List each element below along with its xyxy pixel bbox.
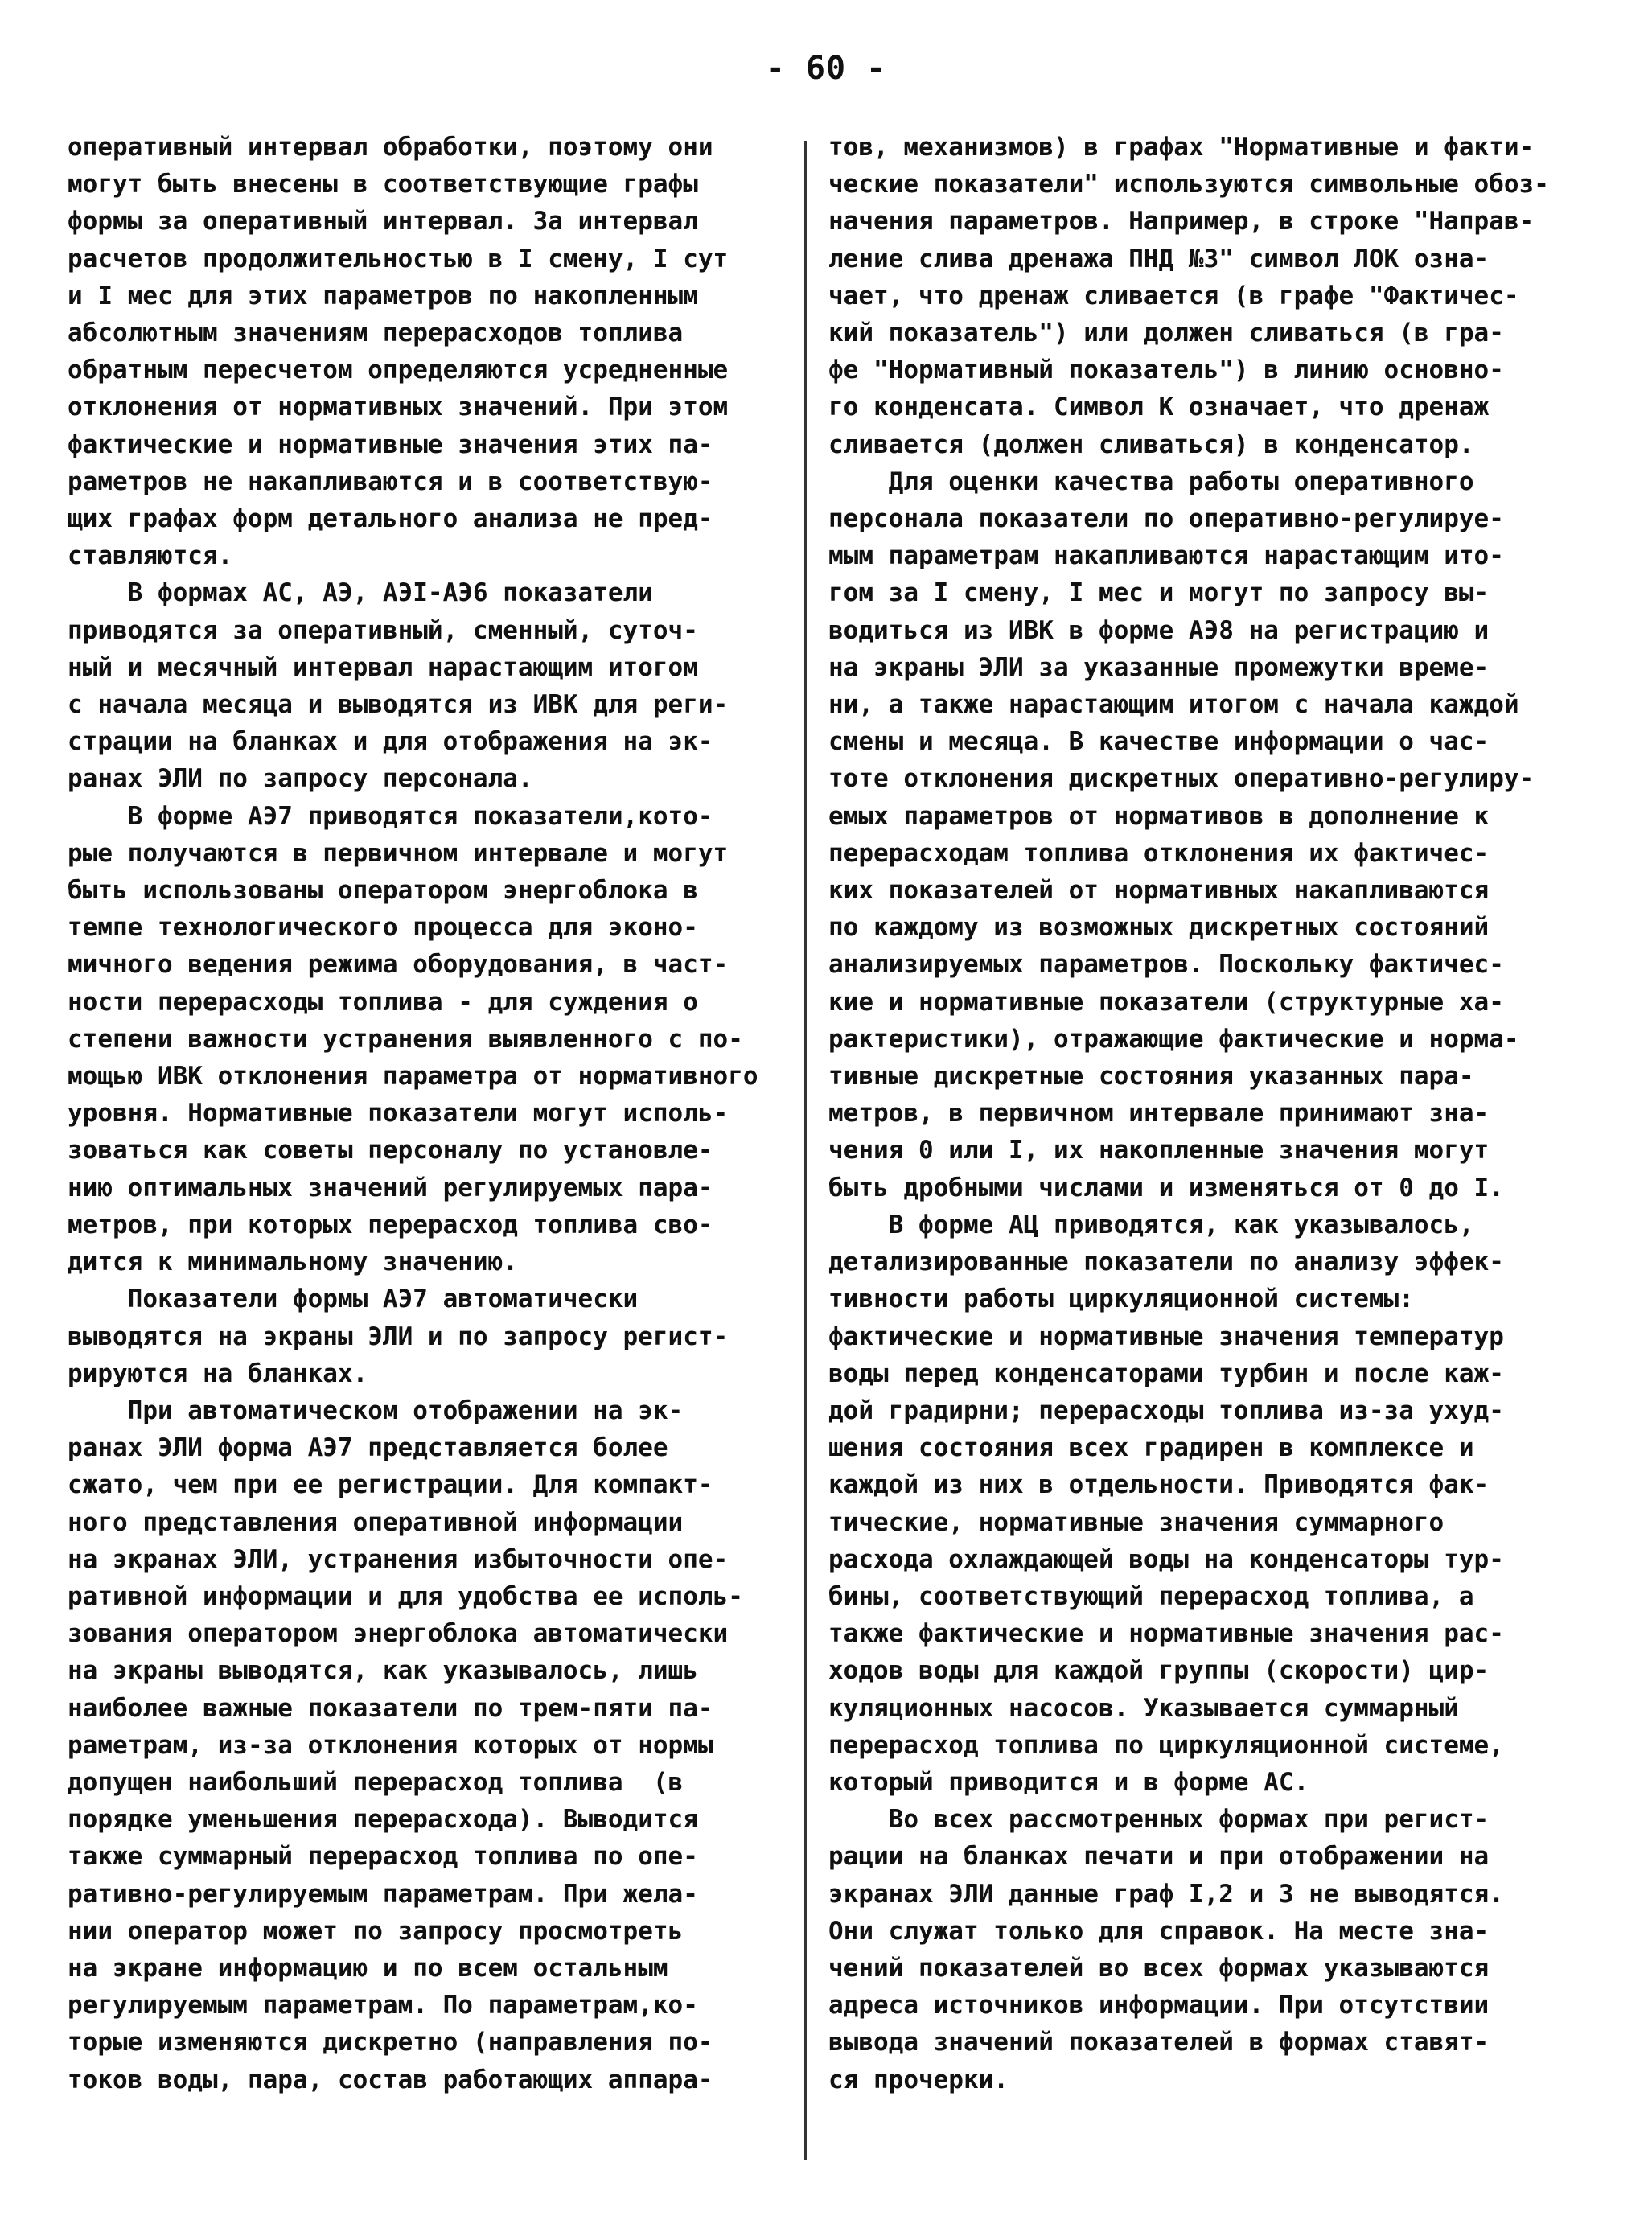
left-column [68,129,795,2098]
paragraph: тов, механизмов) в графах "Нормативные и факти- ческие показатели" используются символьные обоз- начения параметров. Например, в строке "Направ- ление слива дренажа ПНД №3" символ ЛОК озна- чает, что дренаж сливается (в графе "Фактичес- кий показатель") или должен сливаться (в гра- фе "Нормативный показатель") в линию основно- го конденсата. Символ К означает, что дренаж сливается (должен сливаться) в конденсатор. [828,133,1549,459]
paragraph: оперативный интервал обработки, поэтому они могут быть внесены в соответствующие графы формы за оперативный интервал. За интервал расчетов продолжительностью в I смену, I сут и I мес для этих параметров по накопленным абсолютным значениям перерасходов топлива обратным пересчетом определяются усредненные отклонения от нормативных значений. При этом фактические и нормативные значения этих па- раметров не накапливаются и в соответствую- щих графах форм детального анализа не пред- ставляются. [68,133,729,571]
paragraph: Во всех рассмотренных формах при регист- рации на бланках печати и при отображении на экранах ЭЛИ данные граф I,2 и 3 не выводятся. Они служат только для справок. На месте зна- чений показателей во всех формах указываются адреса источников информации. При отсутствии вывода значений показателей в формах ставят- ся прочерки. [828,1805,1504,2094]
paragraph: При автоматическом отображении на эк- ранах ЭЛИ форма АЭ7 представляется более сжато, чем при ее регистрации. Для компакт- ного представления оперативной информации на экранах ЭЛИ, устранения избыточности опе- ративной информации и для удобства ее исполь- зования оператором энергоблока автоматически на экраны выводятся, как указывалось, лишь наиболее важные показатели по трем-пяти па- раметрам, из-за отклонения которых от нормы допущен наибольший перерасход топлива (в порядке уменьшения перерасхода). Выводится также суммарный перерасход топлива по опе- ративно-регулируемым параметрам. При жела- нии оператор может по запросу просмотреть на экране информацию и по всем остальным регулируемым параметрам. По параметрам,ко- торые изменяются дискретно (направления по- токов воды, пара, состав работающих аппара- [68,1396,743,2094]
right-column [828,129,1584,2098]
paragraph: Для оценки качества работы оперативного персонала показатели по оперативно-регулируе- мым параметрам накапливаются нарастающим ито- гом за I смену, I мес и могут по запросу вы- водиться из ИВК в форме АЭ8 на регистрацию и на экраны ЭЛИ за указанные промежутки време- ни, а также нарастающим итогом с начала каждой смены и месяца. В качестве информации о час- тоте отклонения дискретных оперативно-регулиру- емых параметров от нормативов в дополнение к перерасходам топлива отклонения их фактичес- ких показателей от нормативных накапливаются по каждому из возможных дискретных состояний анализируемых параметров. Поскольку фактичес- кие и нормативные показатели (структурные ха- рактеристики), отражающие фактические и норма- тивные дискретные состояния указанных пара- метров, в первичном интервале принимают зна- чения 0 или I, их накопленные значения могут быть дробными числами и изменяться от 0 до I. [828,467,1535,1202]
paragraph: В форме АЦ приводятся, как указывалось, детализированные показатели по анализу эффек- тивности работы циркуляционной системы: фактические и нормативные значения температур воды перед конденсаторами турбин и после каж- дой градирни; перерасходы топлива из-за ухуд- шения состояния всех градирен в комплексе и каждой из них в отдельности. Приводятся фак- тические, нормативные значения суммарного расхода охлаждающей воды на конденсаторы тур- бины, соответствующий перерасход топлива, а также фактические и нормативные значения рас- ходов воды для каждой группы (скорости) цир- куляционных насосов. Указывается суммарный перерасход топлива по циркуляционной системе, который приводится и в форме АС. [828,1210,1504,1797]
paragraph: В форме АЭ7 приводятся показатели,кото- рые получаются в первичном интервале и могут быть использованы оператором энергоблока в темпе технологического процесса для эконо- мичного ведения режима оборудования, в част- ности перерасходы топлива - для суждения о степени важности устранения выявленного с по- мощью ИВК отклонения параметра от нормативного уровня. Нормативные показатели могут исполь- зоваться как советы персоналу по установле- нию оптимальных значений регулируемых пара- метров, при которых перерасход топлива сво- дится к минимальному значению. [68,801,758,1277]
column-divider [804,141,807,2160]
page-number: - 60 - [765,50,887,87]
paragraph: Показатели формы АЭ7 автоматически выводятся на экраны ЭЛИ и по запросу регист- рируются на бланках. [68,1285,729,1388]
paragraph: В формах АС, АЭ, АЭI-АЭ6 показатели приводятся за оперативный, сменный, суточ- ный и месячный интервал нарастающим итогом с начала месяца и выводятся из ИВК для реги- страции на бланках и для отображения на эк- ранах ЭЛИ по запросу персонала. [68,578,729,794]
